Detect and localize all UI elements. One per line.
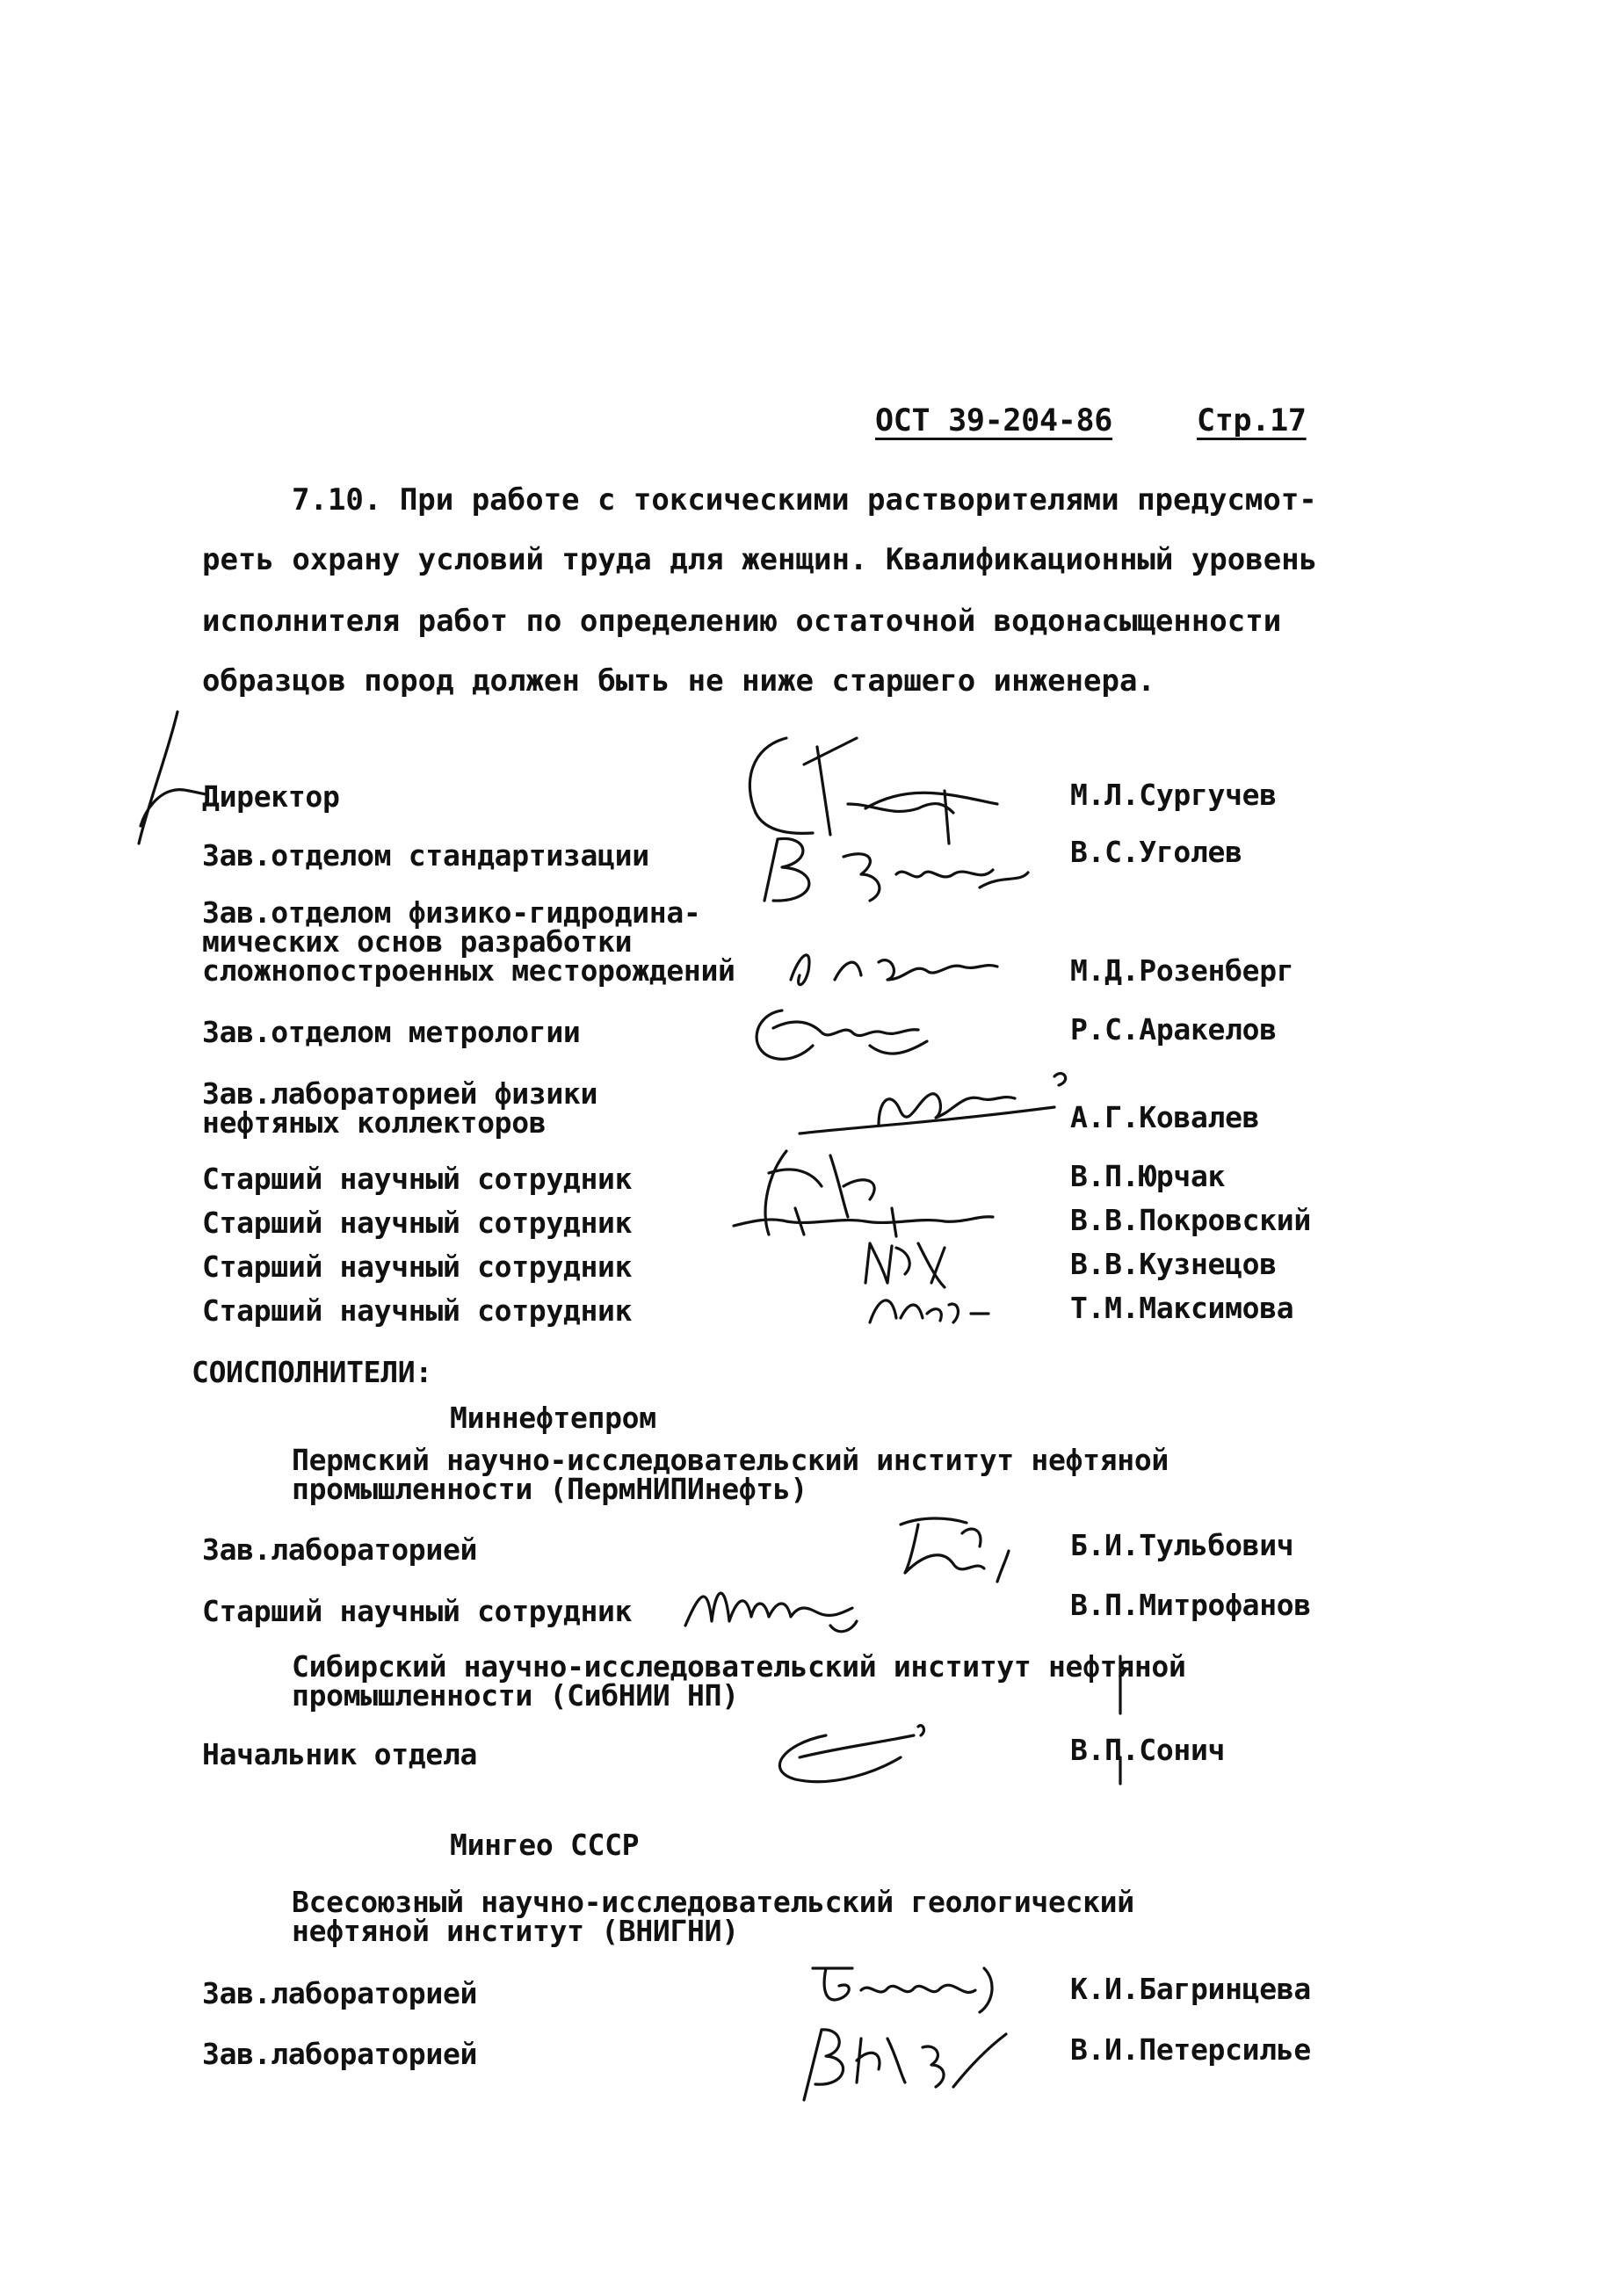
- signatory-name: В.П.Юрчак: [1070, 1159, 1226, 1193]
- signatory-title: Директор: [202, 779, 340, 814]
- signatory-name: В.В.Кузнецов: [1070, 1247, 1277, 1281]
- signature-ugolev: [747, 822, 1037, 918]
- signature-sonich: [747, 1709, 931, 1797]
- institute-name: промышленности (СибНИИ НП): [292, 1678, 739, 1713]
- signatory-name: М.Д.Розенберг: [1070, 953, 1294, 988]
- signatory-name: Р.С.Аракелов: [1070, 1012, 1277, 1047]
- paragraph-line: образцов пород должен быть не ниже старшего инженера.: [202, 663, 1155, 699]
- signatory-name: В.П.Сонич: [1070, 1733, 1226, 1767]
- signatory-title: Старший научный сотрудник: [202, 1293, 633, 1328]
- signature-arakelov: [738, 993, 940, 1072]
- signatory-title: Старший научный сотрудник: [202, 1206, 633, 1240]
- institute-name: нефтяной институт (ВНИГНИ): [292, 1914, 739, 1948]
- signatory-name: В.В.Покровский: [1070, 1203, 1311, 1237]
- vertical-mark: [1112, 1652, 1129, 1793]
- institute-name: Пермский научно-исследовательский институт нефтяной: [292, 1443, 1169, 1477]
- signatory-name: А.Г.Ковалев: [1070, 1100, 1260, 1134]
- signatory-name: Т.М.Максимова: [1070, 1291, 1294, 1325]
- signatory-title: Зав.отделом стандартизации: [202, 838, 649, 873]
- signatory-name: В.С.Уголев: [1070, 835, 1242, 869]
- signatory-title: Зав.лабораторией: [202, 1976, 478, 2010]
- paragraph-line: реть охрану условий труда для женщин. Квалификационный уровень: [202, 542, 1318, 577]
- institute-name: промышленности (ПермНИПИнефть): [292, 1472, 808, 1506]
- signatory-title: Зав.отделом метрологии: [202, 1015, 581, 1049]
- signature-petersilye: [791, 2012, 1010, 2109]
- ministry-heading: Мингео СССР: [450, 1828, 640, 1862]
- signatory-title: Зав.лабораторией физики: [202, 1076, 598, 1111]
- paragraph-line: 7.10. При работе с токсическими растворителями предусмот-: [292, 482, 1317, 518]
- institute-name: Всесоюзный научно-исследовательский геологический: [292, 1885, 1134, 1919]
- paragraph-line: исполнителя работ по определению остаточной водонасыщенности: [202, 604, 1282, 639]
- signature-mitrofanov: [668, 1560, 861, 1643]
- signatory-title: нефтяных коллекторов: [202, 1105, 547, 1140]
- signatory-title: Начальник отдела: [202, 1737, 478, 1771]
- signatory-name: В.П.Митрофанов: [1070, 1588, 1311, 1622]
- signatory-name: К.И.Багринцева: [1070, 1972, 1311, 2006]
- signature-kovalev: [791, 1063, 1081, 1142]
- signatory-name: В.И.Петерсилье: [1070, 2032, 1311, 2067]
- ministry-heading: Миннефтепром: [450, 1401, 656, 1435]
- institute-name: Сибирский научно-исследовательский институт нефтяной: [292, 1649, 1186, 1684]
- approval-mark: [123, 703, 211, 852]
- signatory-title: Старший научный сотрудник: [202, 1162, 633, 1196]
- signatory-title: мических основ разработки: [202, 924, 633, 959]
- signatory-title: сложнопостроенных месторождений: [202, 953, 735, 988]
- co-executors-heading: СОИСПОЛНИТЕЛИ:: [192, 1355, 432, 1389]
- signatory-name: Б.И.Тульбович: [1070, 1528, 1294, 1562]
- page-number: Стр.17: [1197, 403, 1307, 438]
- signature-maksimova: [861, 1278, 993, 1331]
- signatory-title: Старший научный сотрудник: [202, 1249, 633, 1284]
- signatory-name: М.Л.Сургучев: [1070, 778, 1277, 812]
- signatory-title: Зав.лабораторией: [202, 2037, 478, 2071]
- doc-code: ОСТ 39-204-86: [875, 403, 1113, 438]
- signatory-title: Зав.отделом физико-гидродина-: [202, 895, 701, 930]
- signature-rozenberg: [773, 927, 1002, 997]
- signatory-title: Зав.лабораторией: [202, 1532, 478, 1567]
- signature-tulbovich: [879, 1498, 1010, 1595]
- signatory-title: Старший научный сотрудник: [202, 1594, 633, 1628]
